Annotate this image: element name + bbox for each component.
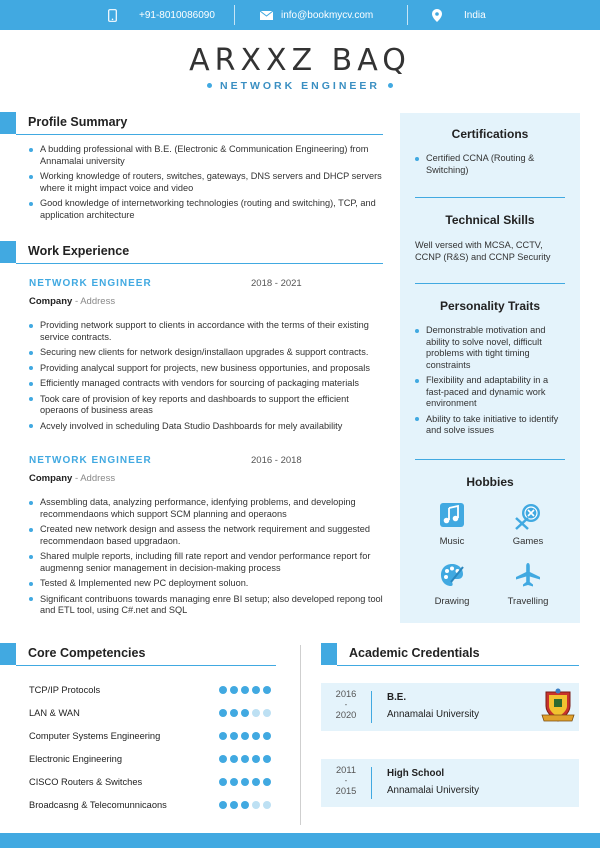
list-item: Efficiently managed contracts with vendors for sourcing of packaging materials: [29, 378, 383, 390]
job-dates: 2016 - 2018: [251, 455, 302, 466]
core-competencies-title: Core Competencies: [28, 646, 146, 660]
rating-dot-empty: [252, 801, 260, 809]
role-dot-right: [388, 83, 393, 88]
rating-dot-empty: [263, 801, 271, 809]
list-item: Working knowledge of routers, switches, gateways, DNS servers and DHCP servers where it might impact voice and video: [29, 171, 383, 194]
proficiency-rating: [219, 709, 271, 717]
university-crest-icon: [541, 688, 575, 724]
rating-dot-filled: [252, 755, 260, 763]
list-item: Providing network support to clients in accordance with the terms of their existing service contracts.: [29, 320, 383, 343]
sidebar-divider: [415, 283, 565, 284]
hobby-label: Drawing: [434, 596, 470, 607]
core-competencies-heading: [0, 643, 276, 665]
hobby-label: Games: [512, 536, 544, 547]
work-experience-title: Work Experience: [28, 244, 130, 258]
rating-dot-empty: [252, 709, 260, 717]
personality-traits-list: [415, 325, 565, 441]
phone-contact: [108, 0, 215, 30]
proficiency-rating: [219, 686, 271, 694]
rating-dot-filled: [252, 732, 260, 740]
sidebar-divider: [415, 197, 565, 198]
end-year: 2015: [335, 786, 357, 796]
competency-row: [29, 731, 279, 743]
list-item: Tested & Implemented new PC deployment soluon.: [29, 578, 383, 590]
drawing-icon: [439, 562, 465, 588]
profile-summary-title: Profile Summary: [28, 115, 128, 129]
university: Annamalai University: [387, 785, 480, 796]
music-icon: [439, 502, 465, 528]
list-item: Certified CCNA (Routing & Switching): [415, 153, 565, 176]
list-item: Significant contribuons towards managing enre BI setup; also developed repong tool and ETL tool, using C#.net and SQL: [29, 594, 383, 617]
hobby-music: [422, 502, 482, 547]
rating-dot-filled: [263, 732, 271, 740]
list-item: Good knowledge of internetworking technologies (routing and switching), TCP, and application architecture: [29, 198, 383, 221]
candidate-role: [0, 80, 600, 92]
heading-underline: [337, 665, 579, 666]
heading-accent-bar: [0, 112, 16, 134]
rating-dot-filled: [230, 801, 238, 809]
competency-name: TCP/IP Protocols: [29, 685, 101, 695]
company-name: Company: [29, 473, 73, 484]
heading-accent-bar: [321, 643, 337, 665]
rating-dot-filled: [219, 732, 227, 740]
rating-dot-filled: [252, 686, 260, 694]
candidate-name: ARXXZ BAQ: [189, 43, 411, 78]
rating-dot-filled: [219, 801, 227, 809]
rating-dot-filled: [219, 755, 227, 763]
company-address: - Address: [74, 296, 116, 307]
proficiency-rating: [219, 732, 271, 740]
list-item: Acvely involved in scheduling Data Studio Dashboards for mely availability: [29, 421, 383, 433]
rating-dot-filled: [263, 755, 271, 763]
airplane-icon: [514, 562, 542, 588]
list-item: Ability to take initiative to identify and solve issues: [415, 414, 565, 437]
company-line: [29, 296, 115, 307]
company-line: [29, 473, 115, 484]
rating-dot-filled: [241, 732, 249, 740]
rating-dot-filled: [241, 709, 249, 717]
start-year: 2016: [335, 689, 357, 699]
hobby-label: Travelling: [507, 596, 549, 607]
certifications-title: Certifications: [451, 127, 529, 141]
entry-divider: [371, 691, 372, 723]
role-dot-left: [207, 83, 212, 88]
end-year: 2020: [335, 710, 357, 720]
competency-name: Computer Systems Engineering: [29, 731, 161, 741]
entry-divider: [371, 767, 372, 799]
competency-name: LAN & WAN: [29, 708, 80, 718]
list-item: Demonstrable motivation and ability to solve novel, difficult problems with tight timing constraints: [415, 325, 565, 371]
hobbies-title: Hobbies: [466, 475, 514, 489]
proficiency-rating: [219, 801, 271, 809]
competency-name: Electronic Engineering: [29, 754, 123, 764]
sidebar-panel: [400, 113, 580, 623]
sidebar-divider: [415, 459, 565, 460]
technical-skills-title: Technical Skills: [445, 213, 535, 227]
location-contact: [432, 0, 486, 30]
rating-dot-filled: [230, 778, 238, 786]
phone-icon: [108, 9, 117, 22]
rating-dot-filled: [230, 732, 238, 740]
rating-dot-filled: [241, 778, 249, 786]
profile-summary-heading: [0, 112, 383, 134]
list-item: Assembling data, analyzing performance, idenfying problems, and developing recommendaons which support SCM planning and operaons: [29, 497, 383, 520]
email-text[interactable]: info@bookmycv.com: [281, 9, 374, 21]
games-icon: [514, 502, 542, 530]
list-item: A budding professional with B.E. (Electronic & Communication Engineering) from Annamalai university: [29, 144, 383, 167]
heading-underline: [16, 263, 383, 264]
list-item: Flexibility and adaptability in a fast-paced and dynamic work environment: [415, 375, 565, 410]
contact-divider: [234, 5, 235, 25]
rating-dot-filled: [219, 709, 227, 717]
technical-skills-text: Well versed with MCSA, CCTV, CCNP (R&S) and CCNP Security: [415, 240, 551, 262]
rating-dot-filled: [230, 755, 238, 763]
company-address: - Address: [74, 473, 116, 484]
degree: High School: [387, 768, 445, 779]
contact-divider: [407, 5, 408, 25]
proficiency-rating: [219, 778, 271, 786]
location-text: India: [464, 9, 486, 21]
list-item: Securing new clients for network design/installaon upgrades & support contracts.: [29, 347, 383, 359]
job-dates: 2018 - 2021: [251, 278, 302, 289]
rating-dot-filled: [263, 778, 271, 786]
academic-entry: [321, 683, 579, 731]
academic-entry: [321, 759, 579, 807]
rating-dot-filled: [219, 686, 227, 694]
email-contact: [260, 0, 373, 30]
competency-row: [29, 685, 279, 697]
rating-dot-filled: [263, 686, 271, 694]
academic-credentials-heading: [321, 643, 579, 665]
university: Annamalai University: [387, 709, 480, 720]
rating-dot-filled: [241, 755, 249, 763]
heading-accent-bar: [0, 241, 16, 263]
rating-dot-filled: [230, 686, 238, 694]
rating-dot-filled: [241, 801, 249, 809]
competency-row: [29, 754, 279, 766]
list-item: Created new network design and assess the network requirement and suggested recommendaon based upgradaon.: [29, 524, 383, 547]
personality-traits-title: Personality Traits: [439, 299, 541, 313]
proficiency-rating: [219, 755, 271, 763]
heading-underline: [16, 665, 276, 666]
phone-text: +91-8010086090: [139, 9, 215, 21]
work-experience-heading: [0, 241, 383, 263]
contact-bar: [0, 0, 600, 30]
list-item: Shared mulple reports, including fill rate report and vendor performance report for augmenng senior management in decision-making process: [29, 551, 383, 574]
rating-dot-filled: [219, 778, 227, 786]
heading-underline: [16, 134, 383, 135]
degree: B.E.: [387, 692, 407, 703]
competency-row: [29, 800, 279, 812]
rating-dot-filled: [230, 709, 238, 717]
rating-dot-filled: [241, 686, 249, 694]
job-duties-list: [29, 497, 383, 621]
envelope-icon: [260, 11, 273, 20]
hobby-drawing: [422, 562, 482, 607]
competency-row: [29, 777, 279, 789]
academic-credentials-title: Academic Credentials: [349, 646, 480, 660]
competency-name: CISCO Routers & Switches: [29, 777, 143, 787]
hobby-games: [498, 502, 558, 547]
rating-dot-empty: [263, 709, 271, 717]
location-pin-icon: [432, 9, 442, 22]
competency-name: Broadcasng & Telecomunnicaons: [29, 800, 167, 810]
list-item: Took care of provision of key reports and dashboards to support the efficient operaons of business areas: [29, 394, 383, 417]
rating-dot-filled: [252, 778, 260, 786]
year-dash: -: [344, 700, 348, 709]
job-duties-list: [29, 320, 383, 436]
job-title: NETWORK ENGINEER: [29, 455, 152, 466]
footer-bar: [0, 833, 600, 848]
start-year: 2011: [336, 765, 356, 775]
company-name: Company: [29, 296, 73, 307]
certifications-list: [415, 153, 565, 180]
list-item: Providing analycal support for projects, new business opportunies, and proposals: [29, 363, 383, 375]
profile-summary-list: [29, 144, 383, 225]
hobby-label: Music: [439, 536, 465, 547]
competency-row: [29, 708, 279, 720]
job-title: NETWORK ENGINEER: [29, 278, 152, 289]
column-divider: [300, 645, 301, 825]
hobby-travelling: [498, 562, 558, 607]
heading-accent-bar: [0, 643, 16, 665]
year-dash: -: [344, 776, 348, 785]
role-text: NETWORK ENGINEER: [219, 80, 380, 92]
